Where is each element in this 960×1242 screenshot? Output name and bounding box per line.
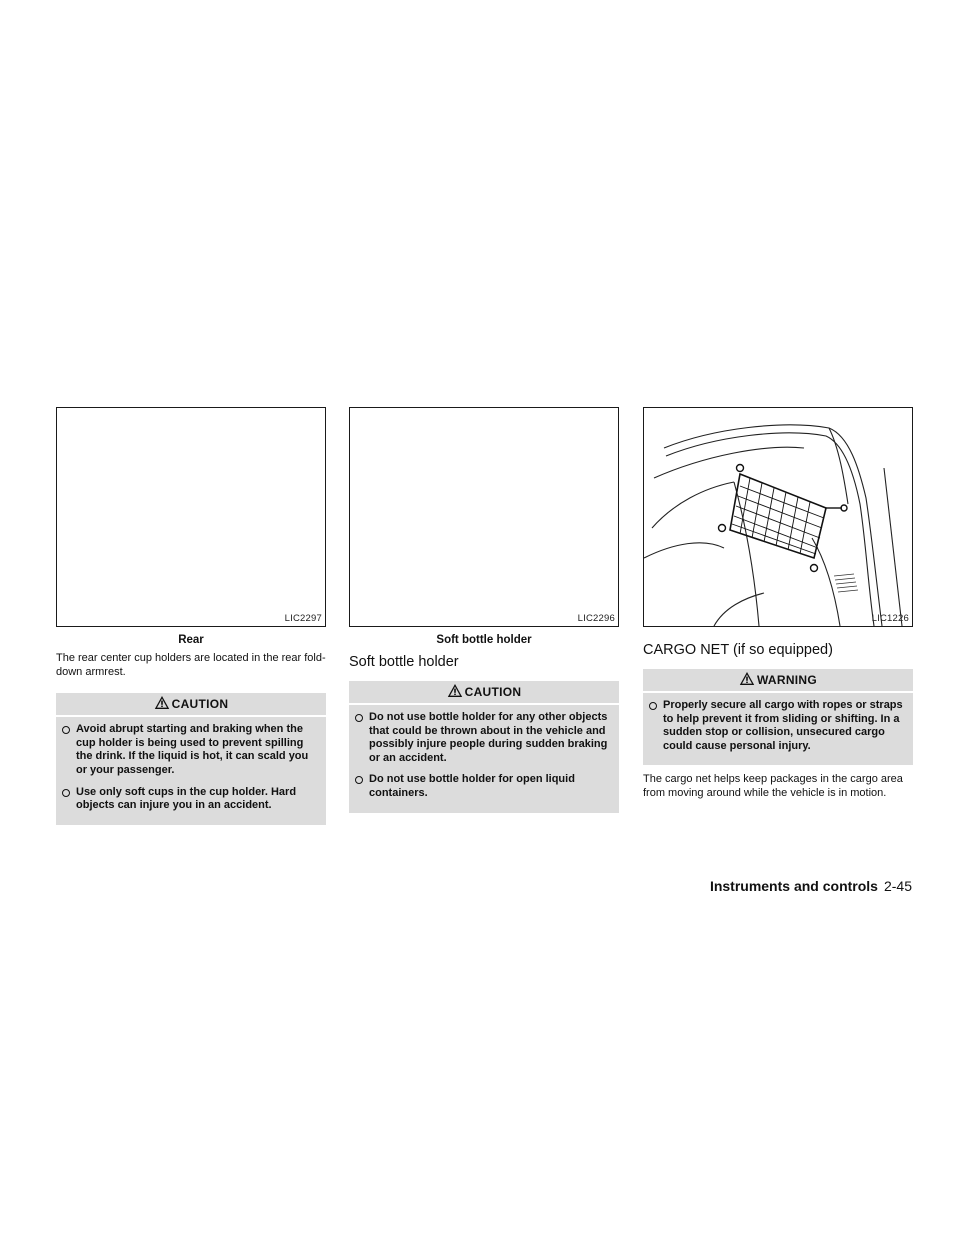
notice-list: [349, 705, 619, 801]
bullet-circle-icon: [62, 726, 70, 734]
page-footer: [710, 878, 912, 894]
figure-caption: Rear: [178, 634, 204, 646]
cargo-net-illustration: [644, 408, 912, 626]
notice-heading: [349, 681, 619, 705]
warning-triangle-icon: [739, 671, 755, 686]
column-soft-bottle-holder: [349, 407, 619, 813]
notice-heading: [56, 693, 326, 717]
notice-heading-label: CAUTION: [171, 697, 229, 712]
warning-triangle-icon: [154, 695, 170, 710]
notice-item-text: Properly secure all cargo with ropes or straps to help prevent it from sliding or shifting. In a sudden stop or collision, unsecured cargo could cause personal injury.: [663, 699, 903, 752]
caution-box: [349, 681, 619, 813]
page-number: 2-45: [883, 878, 912, 894]
bullet-circle-icon: [62, 789, 70, 797]
section-title: Soft bottle holder: [349, 654, 459, 670]
notice-heading-label: WARNING: [756, 673, 818, 687]
warning-triangle-icon: [447, 683, 463, 698]
notice-item-text: Use only soft cups in the cup holder. Hard objects can injure you in an accident.: [76, 785, 297, 812]
notice-heading-label: CAUTION: [464, 685, 522, 699]
figure-cargo-net: [643, 407, 913, 627]
bullet-circle-icon: [355, 714, 363, 722]
body-paragraph: The cargo net helps keep packages in the cargo area from moving around while the vehicle is in motion.: [643, 773, 903, 799]
footer-section-name: Instruments and controls: [709, 878, 878, 894]
figure-caption: Soft bottle holder: [436, 634, 532, 646]
column-cargo-net: [643, 407, 913, 801]
notice-item-text: Avoid abrupt starting and braking when the cup holder is being used to prevent spilling the drink. If the liquid is hot, it can scald you or your passenger.: [76, 723, 309, 776]
notice-heading: [643, 669, 913, 693]
notice-item: [355, 773, 613, 800]
bullet-circle-icon: [649, 702, 657, 710]
notice-item: [62, 786, 320, 813]
notice-item-text: Do not use bottle holder for any other objects that could be thrown about in the vehicle and possibly injure people during sudden braking or an accident.: [369, 711, 608, 764]
section-title: CARGO NET (if so equipped): [643, 642, 833, 658]
figure-rear: [56, 407, 326, 627]
figure-id: LIC2296: [577, 613, 615, 624]
figure-id: LIC2297: [284, 613, 322, 624]
column-rear-cup-holder: [56, 407, 326, 825]
notice-item: [62, 723, 320, 777]
bullet-circle-icon: [355, 776, 363, 784]
figure-soft-bottle-holder: [349, 407, 619, 627]
notice-item-text: Do not use bottle holder for open liquid containers.: [369, 773, 575, 799]
warning-box: [643, 669, 913, 765]
notice-list: [643, 693, 913, 753]
caution-box: [56, 693, 326, 825]
body-paragraph: The rear center cup holders are located in the rear fold-down armrest.: [56, 652, 326, 678]
figure-id: LIC1226: [871, 613, 909, 624]
notice-item: [649, 699, 907, 753]
notice-list: [56, 717, 326, 813]
notice-item: [355, 711, 613, 765]
